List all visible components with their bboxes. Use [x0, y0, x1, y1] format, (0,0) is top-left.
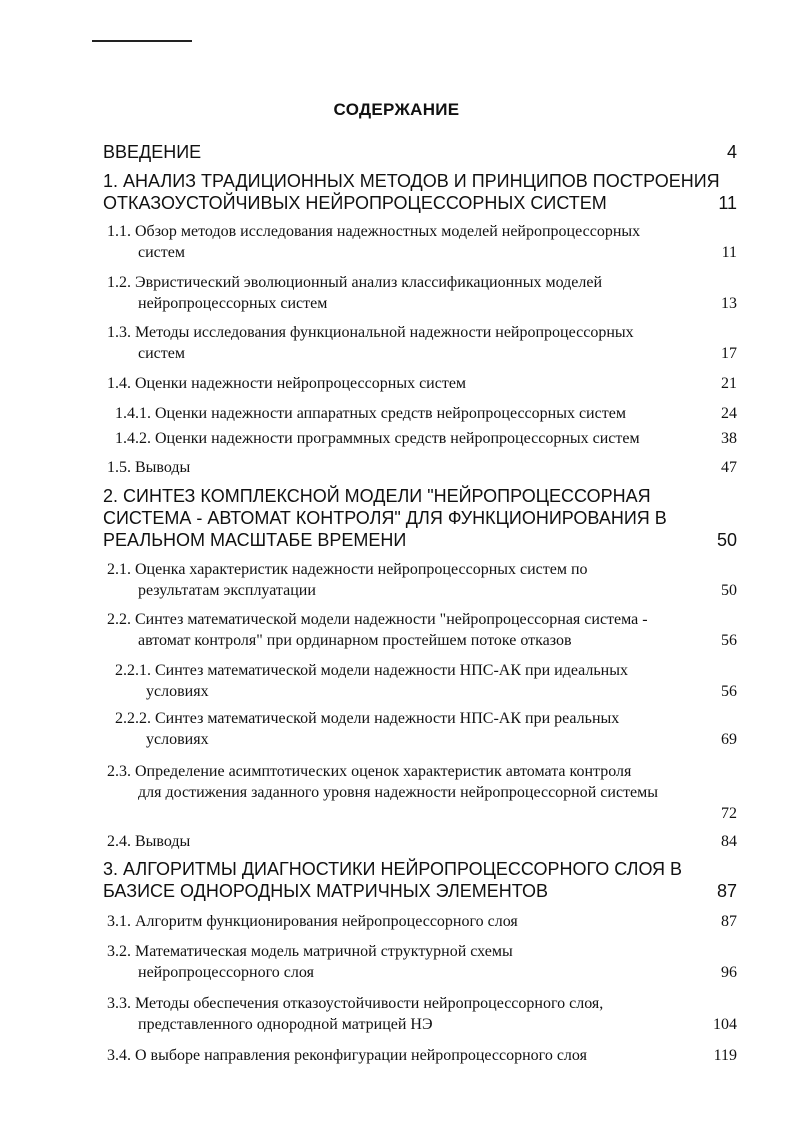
toc-page-number: 38 — [721, 430, 737, 447]
toc-entry-1-4[interactable] — [107, 373, 737, 394]
toc-page-number: 4 — [726, 142, 737, 162]
toc-entry-text: систем — [138, 345, 185, 362]
toc-entry-text: 1.4.1. Оценки надежности аппаратных средств нейропроцессорных систем — [115, 405, 626, 422]
toc-page-number: 69 — [721, 731, 737, 748]
toc-entry-1-1[interactable] — [107, 221, 737, 263]
toc-entry-text: 2.1. Оценка характеристик надежности нейропроцессорных систем по — [107, 561, 588, 578]
toc-entry-chapter-1[interactable] — [103, 170, 737, 214]
toc-entry-2-3[interactable] — [107, 761, 737, 824]
toc-entry-text: условиях — [146, 731, 209, 748]
toc-entry-text: 2.2. Синтез математической модели надежности "нейропроцессорная система - — [107, 611, 648, 628]
toc-entry-text: РЕАЛЬНОМ МАСШТАБЕ ВРЕМЕНИ — [103, 530, 407, 550]
toc-page-number: 104 — [713, 1016, 737, 1033]
toc-entry-1-3[interactable] — [107, 322, 737, 364]
toc-page-number: 56 — [721, 632, 737, 649]
toc-entry-text: представленного однородной матрицей НЭ — [138, 1016, 433, 1033]
toc-entry-text: БАЗИСЕ ОДНОРОДНЫХ МАТРИЧНЫХ ЭЛЕМЕНТОВ — [103, 881, 548, 901]
toc-entry-text: нейропроцессорного слоя — [138, 964, 314, 981]
toc-page-number: 84 — [721, 833, 737, 850]
toc-entry-2-2-1[interactable] — [115, 660, 737, 702]
toc-entry-text: 3.2. Математическая модель матричной структурной схемы — [107, 943, 513, 960]
toc-entry-text: 1. АНАЛИЗ ТРАДИЦИОННЫХ МЕТОДОВ И ПРИНЦИПОВ ПОСТРОЕНИЯ — [103, 171, 720, 191]
toc-page-number: 50 — [716, 530, 737, 550]
toc-entry-2-2[interactable] — [107, 609, 737, 651]
toc-entry-1-4-2[interactable] — [115, 428, 737, 449]
toc-entry-text: нейропроцессорных систем — [138, 295, 328, 312]
toc-page-number: 87 — [721, 913, 737, 930]
toc-page-number: 21 — [721, 375, 737, 392]
toc-entry-2-1[interactable] — [107, 559, 737, 601]
toc-entry-text: 3.1. Алгоритм функционирования нейропроцессорного слоя — [107, 913, 518, 930]
toc-entry-text: 2.3. Определение асимптотических оценок характеристик автомата контроля — [107, 763, 632, 780]
toc-page-number: 17 — [721, 345, 737, 362]
toc-entry-2-4[interactable] — [107, 831, 737, 852]
toc-entry-text: 1.5. Выводы — [107, 459, 191, 476]
toc-page-number: 50 — [721, 582, 737, 599]
toc-entry-text: 1.1. Обзор методов исследования надежностных моделей нейропроцессорных — [107, 223, 641, 240]
toc-entry-text: 2.4. Выводы — [107, 833, 191, 850]
toc-entry-text: для достижения заданного уровня надежности нейропроцессорной системы — [138, 784, 659, 801]
toc-page-number: 96 — [721, 964, 737, 981]
toc-page-number: 119 — [713, 1047, 737, 1064]
toc-entry-2-2-2[interactable] — [115, 708, 737, 750]
toc-entry-text: 2.2.2. Синтез математической модели надежности НПС-АК при реальных — [115, 710, 620, 727]
toc-entry-3-3[interactable] — [107, 993, 737, 1035]
toc-entry-text: 1.2. Эвристический эволюционный анализ классификационных моделей — [107, 274, 602, 291]
page-title: СОДЕРЖАНИЕ — [333, 100, 460, 119]
toc-entry-3-4[interactable] — [107, 1045, 737, 1066]
toc-entry-3-1[interactable] — [107, 911, 737, 932]
toc-entry-text: автомат контроля" при ординарном простейшем потоке отказов — [138, 632, 572, 649]
toc-entry-text: результатам эксплуатации — [138, 582, 316, 599]
toc-entry-text: 3.4. О выборе направления реконфигурации нейропроцессорного слоя — [107, 1047, 587, 1064]
toc-entry-chapter-3[interactable] — [103, 858, 737, 902]
toc-entry-text: 1.4.2. Оценки надежности программных средств нейропроцессорных систем — [115, 430, 640, 447]
toc-entry-text: 1.4. Оценки надежности нейропроцессорных систем — [107, 375, 467, 392]
toc-entry-1-4-1[interactable] — [115, 403, 737, 424]
toc-page-number: 11 — [721, 244, 737, 261]
toc-entry-introduction[interactable] — [103, 141, 737, 163]
toc-page-number: 72 — [721, 805, 737, 822]
toc-entry-text: ВВЕДЕНИЕ — [103, 142, 202, 162]
toc-page-number: 87 — [716, 881, 737, 901]
toc-entry-1-2[interactable] — [107, 272, 737, 314]
toc-page-number: 24 — [721, 405, 737, 422]
toc-page-number: 56 — [721, 683, 737, 700]
toc-entry-text: систем — [138, 244, 185, 261]
toc-entry-text: 2. СИНТЕЗ КОМПЛЕКСНОЙ МОДЕЛИ "НЕЙРОПРОЦЕССОРНАЯ — [103, 486, 651, 506]
toc-entry-text: условиях — [146, 683, 209, 700]
toc-page-number: 11 — [718, 193, 737, 213]
toc-entry-3-2[interactable] — [107, 941, 737, 983]
toc-entry-text: 3. АЛГОРИТМЫ ДИАГНОСТИКИ НЕЙРОПРОЦЕССОРНОГО СЛОЯ В — [103, 859, 683, 879]
toc-entry-1-5[interactable] — [107, 457, 737, 478]
toc-entry-text: 1.3. Методы исследования функциональной надежности нейропроцессорных — [107, 324, 634, 341]
toc-page-number: 47 — [721, 459, 737, 476]
toc-entry-chapter-2[interactable] — [103, 485, 737, 551]
toc-entry-text: 3.3. Методы обеспечения отказоустойчивости нейропроцессорного слоя, — [107, 995, 604, 1012]
toc-entry-text: 2.2.1. Синтез математической модели надежности НПС-АК при идеальных — [115, 662, 628, 679]
toc-entry-text: СИСТЕМА - АВТОМАТ КОНТРОЛЯ" ДЛЯ ФУНКЦИОНИРОВАНИЯ В — [103, 508, 667, 528]
toc-page-number: 13 — [721, 295, 737, 312]
toc-entry-text: ОТКАЗОУСТОЙЧИВЫХ НЕЙРОПРОЦЕССОРНЫХ СИСТЕМ — [103, 193, 607, 213]
